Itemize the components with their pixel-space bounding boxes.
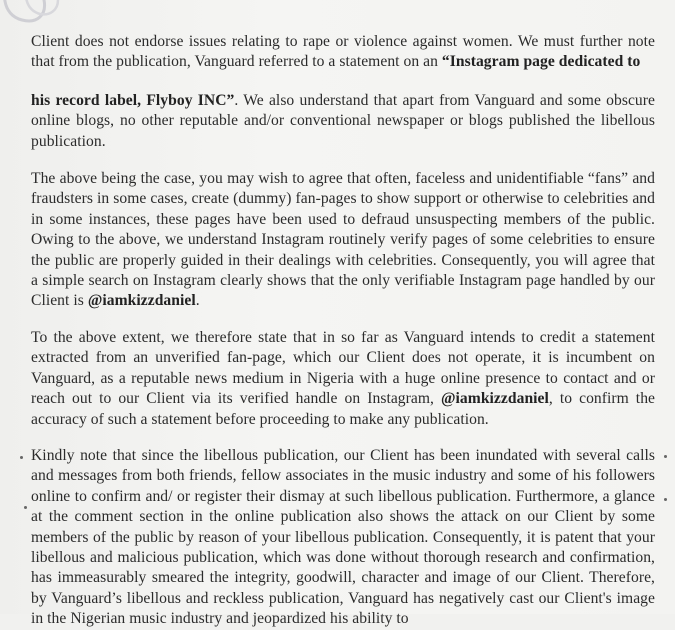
letterhead-watermark-icon <box>0 0 72 30</box>
paragraph-record-label <box>31 91 655 152</box>
scan-speck <box>664 498 667 501</box>
scan-speck <box>664 455 667 458</box>
p1-text-1: Client does not endorse issues relating to rape or violence against women. We must further note that from the publication, Vanguard referred to a statement on an <box>31 33 655 71</box>
paragraph-continuation <box>31 32 655 73</box>
paragraph-damages <box>31 446 655 630</box>
p2-period: . <box>195 292 200 310</box>
paragraph-fan-pages <box>31 169 655 312</box>
p3-text-1: To the above extent, we therefore state that in so far as Vanguard intends to credit a statement extracted from an unverified fan-page, which our Client does not operate, it is incumbent on Vanguard, as a reputable news medium in Nigeria with a huge online presence to contact and or reach out to our Client via its verified handle on Instagram, <box>31 329 655 408</box>
p3-instagram-handle: @iamkizzdaniel <box>441 390 549 408</box>
p2-instagram-handle: @iamkizzdaniel <box>87 292 196 310</box>
p2-text: The above being the case, you may wish to agree that often, faceless and unidentifiable “fans” and fraudsters in some cases, create (dummy) fan-pages to show support or otherwise to celebrities and in some instances, these pages have been used to defraud unsuspecting members of the public. Owing to the above, we understand Instagram routinely verify pages of some celebrities to ensure the public are properly guided in their dealings with celebrities. Consequently, you will agree that a simple search on Instagram clearly shows that the only verifiable Instagram page handled by our Client is <box>31 170 655 310</box>
p4-text: Kindly note that since the libellous publication, our Client has been inundated with several calls and messages from both friends, fellow associates in the music industry and some of his followers online to confirm and/ or register their dismay at such libellous publication. Furthermore, a glance at the comment section in the online publication also shows the attack on our Client by some members of the public by reason of your libellous publication. Consequently, it is patent that your libellous and malicious publication, which was done without thorough research and confirmation, has immeasurably smeared the integrity, goodwill, character and image of our Client. Therefore, by Vanguard’s libellous and reckless publication, Vanguard has negatively cast our Client's image in the Nigerian music industry and jeopardized his ability to <box>31 447 655 628</box>
p1b-bold-record-label: his record label, Flyboy INC” <box>31 92 235 109</box>
scan-speck <box>24 506 27 509</box>
p1-bold-instagram-page: “Instagram page dedicated to <box>441 53 641 71</box>
paragraph-verification <box>31 328 655 430</box>
p3-text-2: , to confirm the accuracy of such a statement before proceeding to make any publication. <box>31 390 656 428</box>
p1b-text: . We also understand that apart from Vanguard and some obscure online blogs, no other reputable and/or conventional newspaper or blogs published the libellous publication. <box>31 92 655 150</box>
scan-speck <box>20 456 23 459</box>
